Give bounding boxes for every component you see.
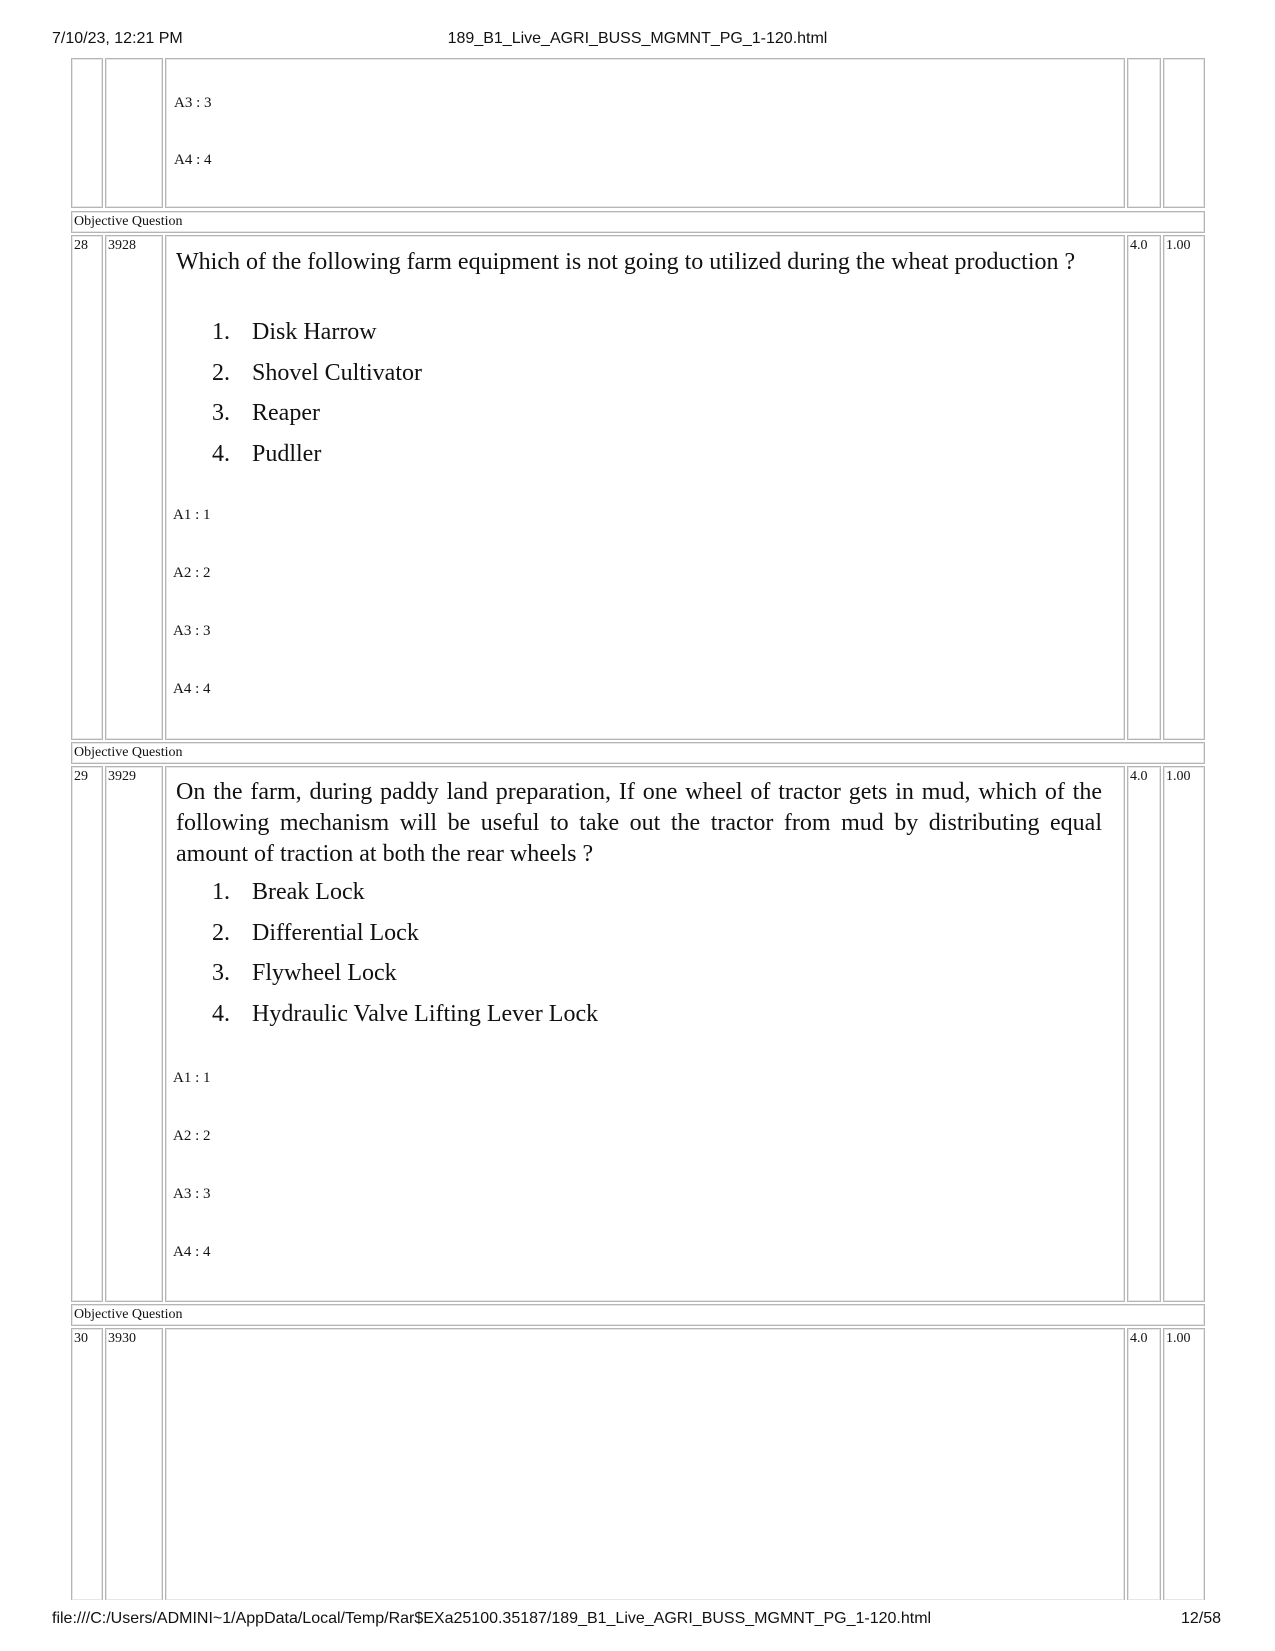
- question-type-row: [71, 211, 1205, 233]
- negative-marks-value: 1.00: [1166, 1331, 1191, 1346]
- answer-option: A3 : 3: [173, 623, 211, 639]
- answer-option: A2 : 2: [173, 1128, 211, 1144]
- sno-cell: [71, 235, 103, 740]
- serial-number: 29: [74, 769, 88, 784]
- question-cell: [165, 235, 1125, 740]
- answer-option: A1 : 1: [173, 507, 211, 523]
- document-title: 189_B1_Live_AGRI_BUSS_MGMNT_PG_1-120.html: [447, 30, 828, 47]
- marks-cell: [1127, 766, 1161, 1302]
- option-number: 2.: [212, 359, 230, 386]
- answer-option: A2 : 2: [173, 565, 211, 581]
- answer-option: A4 : 4: [173, 681, 211, 697]
- question-id: 3929: [108, 769, 136, 784]
- page-number: 12/58: [1180, 1610, 1221, 1627]
- option-text: Flywheel Lock: [252, 960, 397, 986]
- qid-cell: [105, 766, 163, 1302]
- prev-negative-cell: [1163, 58, 1205, 208]
- print-datetime: 7/10/23, 12:21 PM: [52, 30, 183, 47]
- option-item: [212, 877, 598, 918]
- question-text: On the farm, during paddy land preparation, If one wheel of tractor gets in mud, which of the following mechanism will be useful to take out the tractor from mud by distributing equal amount of traction at both the rear wheels ?: [176, 779, 1102, 867]
- negative-marks-value: 1.00: [1166, 238, 1191, 253]
- negative-marks-value: 1.00: [1166, 769, 1191, 784]
- option-item: [212, 439, 422, 480]
- option-text: Reaper: [252, 400, 320, 426]
- option-number: 3.: [212, 960, 230, 986]
- marks-cell: [1127, 1328, 1161, 1600]
- marks-value: 4.0: [1130, 1331, 1148, 1346]
- question-id: 3928: [108, 238, 136, 253]
- question-type-row: [71, 742, 1205, 764]
- question-text: Which of the following farm equipment is not going to utilized during the wheat production ?: [176, 249, 1076, 275]
- option-text: Break Lock: [252, 879, 365, 905]
- prev-question-cell: [165, 58, 1125, 208]
- prev-sno-cell: [71, 58, 103, 208]
- option-item: [212, 358, 422, 399]
- negative-marks-cell: [1163, 235, 1205, 740]
- question-type-row: [71, 1304, 1205, 1326]
- option-item: [212, 398, 422, 439]
- question-type-label: Objective Question: [74, 214, 183, 229]
- question-id: 3930: [108, 1331, 136, 1346]
- option-text: Disk Harrow: [252, 319, 377, 345]
- option-item: [212, 958, 598, 999]
- option-item: [212, 999, 598, 1040]
- serial-number: 30: [74, 1331, 88, 1346]
- negative-marks-cell: [1163, 766, 1205, 1302]
- qid-cell: [105, 1328, 163, 1600]
- option-text: Shovel Cultivator: [252, 359, 422, 386]
- question-type-label: Objective Question: [74, 1307, 183, 1322]
- negative-marks-cell: [1163, 1328, 1205, 1600]
- option-text: Pudller: [252, 440, 322, 467]
- question-type-label: Objective Question: [74, 745, 183, 760]
- sno-cell: [71, 1328, 103, 1600]
- options-list: [212, 317, 422, 479]
- option-number: 1.: [212, 879, 230, 905]
- prev-marks-cell: [1127, 58, 1161, 208]
- file-path: file:///C:/Users/ADMINI~1/AppData/Local/Temp/Rar$EXa25100.35187/189_B1_Live_AGRI_BUSS_MGMNT_PG_1-120.html: [52, 1610, 932, 1627]
- qid-cell: [105, 235, 163, 740]
- option-number: 3.: [212, 400, 230, 426]
- answer-option: A3 : 3: [173, 1186, 211, 1202]
- answer-option: A4 : 4: [174, 152, 212, 168]
- answer-option: A1 : 1: [173, 1070, 211, 1086]
- prev-qid-cell: [105, 58, 163, 208]
- option-text: Hydraulic Valve Lifting Lever Lock: [252, 1000, 599, 1027]
- option-number: 1.: [212, 319, 230, 345]
- question-cell: [165, 1328, 1125, 1600]
- option-item: [212, 317, 422, 358]
- option-number: 4.: [212, 440, 230, 467]
- answer-option: A3 : 3: [174, 95, 212, 111]
- marks-value: 4.0: [1130, 238, 1148, 253]
- marks-cell: [1127, 235, 1161, 740]
- option-text: Differential Lock: [252, 919, 419, 946]
- option-number: 4.: [212, 1000, 230, 1027]
- option-item: [212, 918, 598, 959]
- option-number: 2.: [212, 919, 230, 946]
- options-list: [212, 877, 598, 1039]
- serial-number: 28: [74, 238, 88, 253]
- answer-option: A4 : 4: [173, 1244, 211, 1260]
- sno-cell: [71, 766, 103, 1302]
- marks-value: 4.0: [1130, 769, 1148, 784]
